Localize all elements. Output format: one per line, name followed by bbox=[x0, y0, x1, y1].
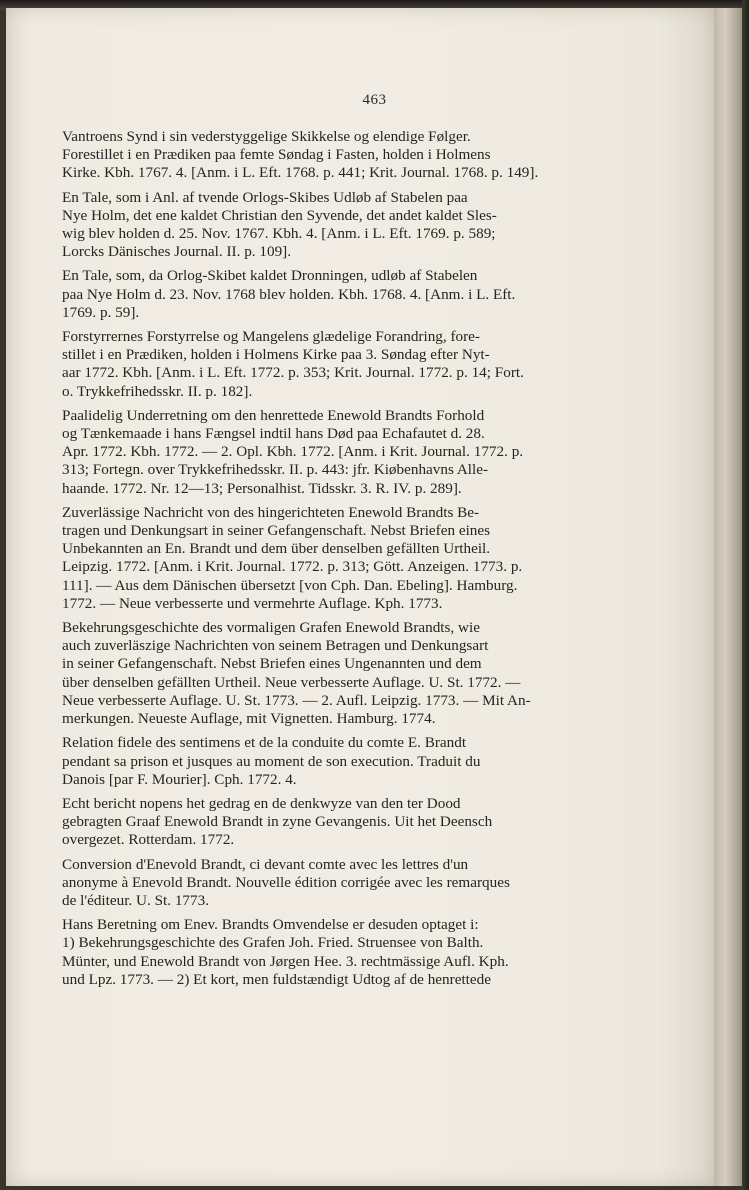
bibliography-entries bbox=[62, 128, 558, 995]
entry-line: Lorcks Dänisches Journal. II. p. 109]. bbox=[62, 243, 292, 261]
entry-line: über denselben gefällten Urtheil. Neue verbesserte Auflage. U. St. 1772. — bbox=[62, 673, 521, 691]
entry-line: Münter, und Enewold Brandt von Jørgen Hee. 3. rechtmässige Aufl. Kph. bbox=[62, 952, 509, 970]
book-spine-edge bbox=[742, 0, 749, 1190]
entry-line: und Lpz. 1773. — 2) Et kort, men fuldstændigt Udtog af de henrettede bbox=[62, 970, 491, 988]
entry-line: Hans Beretning om Enev. Brandts Omvendelse er desuden optaget i: bbox=[62, 916, 479, 934]
entry-line: Bekehrungsgeschichte des vormaligen Grafen Enewold Brandts, wie bbox=[62, 619, 480, 637]
entry-line: in seiner Gefangenschaft. Nebst Briefen eines Ungenannten und dem bbox=[62, 655, 482, 673]
entry-line: 1) Bekehrungsgeschichte des Grafen Joh. Fried. Struensee von Balth. bbox=[62, 934, 484, 952]
entry-line: Forestillet i en Prædiken paa femte Søndag i Fasten, holden i Holmens bbox=[62, 146, 491, 164]
entry-line: 1772. — Neue verbesserte und vermehrte Auflage. Kph. 1773. bbox=[62, 594, 443, 612]
entry-line: auch zuverläszige Nachrichten von seinem Betragen und Denkungsart bbox=[62, 637, 489, 655]
bibliography-entry bbox=[62, 916, 558, 989]
entry-line: de l'éditeur. U. St. 1773. bbox=[62, 891, 210, 909]
page-fore-edge bbox=[714, 8, 742, 1186]
entry-line: pendant sa prison et jusques au moment de son execution. Traduit du bbox=[62, 752, 481, 770]
entry-line: paa Nye Holm d. 23. Nov. 1768 blev holden. Kbh. 1768. 4. [Anm. i L. Eft. bbox=[62, 285, 516, 303]
page-number: 463 bbox=[362, 92, 387, 108]
bibliography-entry bbox=[62, 795, 558, 850]
entry-line: wig blev holden d. 25. Nov. 1767. Kbh. 4. [Anm. i L. Eft. 1769. p. 589; bbox=[62, 225, 496, 243]
entry-line: Conversion d'Enevold Brandt, ci devant comte avec les lettres d'un bbox=[62, 855, 469, 873]
entry-line: Unbekannten an En. Brandt und dem über denselben gefällten Urtheil. bbox=[62, 540, 491, 558]
bibliography-entry bbox=[62, 856, 558, 911]
entry-line: Kirke. Kbh. 1767. 4. [Anm. i L. Eft. 1768. p. 441; Krit. Journal. 1768. p. 149]. bbox=[62, 164, 539, 182]
entry-line: stillet i en Prædiken, holden i Holmens Kirke paa 3. Søndag efter Nyt- bbox=[62, 346, 490, 364]
entry-line: Echt bericht nopens het gedrag en de denkwyze van den ter Dood bbox=[62, 794, 461, 812]
entry-line: og Tænkemaade i hans Fængsel indtil hans Død paa Echafautet d. 28. bbox=[62, 425, 485, 443]
entry-line: En Tale, som, da Orlog-Skibet kaldet Dronningen, udløb af Stabelen bbox=[62, 267, 478, 285]
entry-line: En Tale, som i Anl. af tvende Orlogs-Skibes Udløb af Stabelen paa bbox=[62, 188, 468, 206]
entry-line: 1769. p. 59]. bbox=[62, 303, 140, 321]
bibliography-entry bbox=[62, 267, 558, 322]
bibliography-entry bbox=[62, 328, 558, 401]
entry-line: merkungen. Neueste Auflage, mit Vignetten. Hamburg. 1774. bbox=[62, 710, 436, 728]
entry-line: 111]. — Aus dem Dänischen übersetzt [von Cph. Dan. Ebeling]. Hamburg. bbox=[62, 576, 518, 594]
bibliography-entry bbox=[62, 619, 558, 728]
entry-line: aar 1772. Kbh. [Anm. i L. Eft. 1772. p. 353; Krit. Journal. 1772. p. 14; Fort. bbox=[62, 364, 524, 382]
entry-line: 313; Fortegn. over Trykkefrihedsskr. II. p. 443: jfr. Kiøbenhavns Alle- bbox=[62, 461, 489, 479]
entry-line: o. Trykkefrihedsskr. II. p. 182]. bbox=[62, 382, 253, 400]
entry-line: Neue verbesserte Auflage. U. St. 1773. — 2. Aufl. Leipzig. 1773. — Mit An- bbox=[62, 691, 531, 709]
entry-line: Relation fidele des sentimens et de la conduite du comte E. Brandt bbox=[62, 734, 467, 752]
bibliography-entry bbox=[62, 407, 558, 498]
entry-line: gebragten Graaf Enewold Brandt in zyne Gevangenis. Uit het Deensch bbox=[62, 813, 493, 831]
entry-line: Leipzig. 1772. [Anm. i Krit. Journal. 1772. p. 313; Gött. Anzeigen. 1773. p. bbox=[62, 558, 523, 576]
bibliography-entry bbox=[62, 128, 558, 183]
bibliography-entry bbox=[62, 189, 558, 262]
entry-line: Vantroens Synd i sin vederstyggelige Skikkelse og elendige Følger. bbox=[62, 128, 471, 145]
entry-line: Danois [par F. Mourier]. Cph. 1772. 4. bbox=[62, 770, 297, 788]
entry-line: overgezet. Rotterdam. 1772. bbox=[62, 831, 235, 849]
entry-line: Forstyrrernes Forstyrrelse og Mangelens glædelige Forandring, fore- bbox=[62, 328, 480, 346]
entry-line: anonyme à Enevold Brandt. Nouvelle édition corrigée avec les remarques bbox=[62, 873, 510, 891]
entry-line: Zuverlässige Nachricht von des hingerichteten Enewold Brandts Be- bbox=[62, 503, 480, 521]
bibliography-entry bbox=[62, 734, 558, 789]
entry-line: Paalidelig Underretning om den henrettede Enewold Brandts Forhold bbox=[62, 406, 485, 424]
entry-line: Nye Holm, det ene kaldet Christian den Syvende, det andet kaldet Sles- bbox=[62, 206, 497, 224]
bibliography-entry bbox=[62, 504, 558, 613]
entry-line: haande. 1772. Nr. 12—13; Personalhist. Tidsskr. 3. R. IV. p. 289]. bbox=[62, 479, 462, 497]
entry-line: Apr. 1772. Kbh. 1772. — 2. Opl. Kbh. 1772. [Anm. i Krit. Journal. 1772. p. bbox=[62, 443, 524, 461]
entry-line: tragen und Denkungsart in seiner Gefangenschaft. Nebst Briefen eines bbox=[62, 522, 491, 540]
